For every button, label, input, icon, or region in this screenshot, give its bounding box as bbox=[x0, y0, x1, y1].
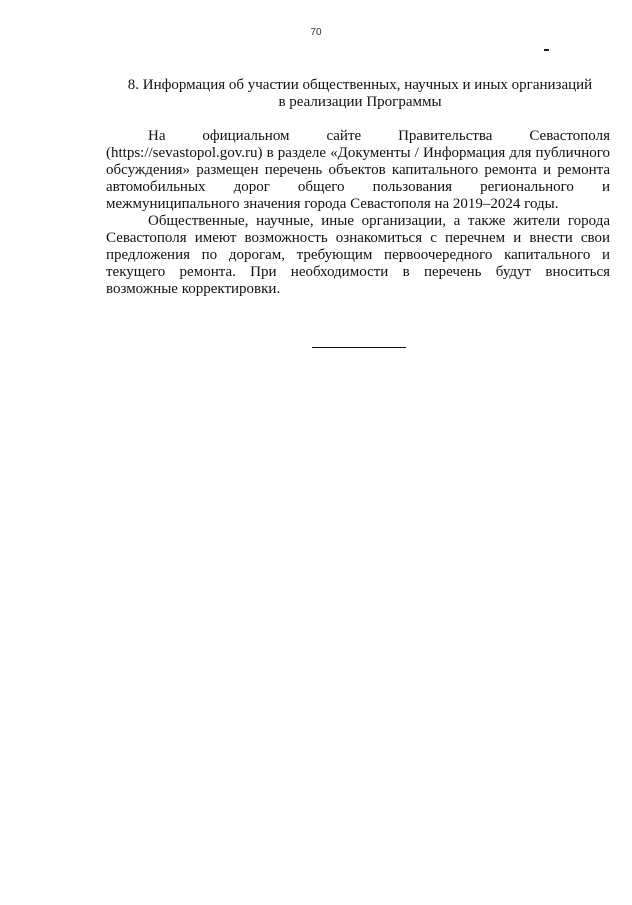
section-title-line-2: в реализации Программы bbox=[278, 94, 442, 110]
section-title bbox=[110, 77, 610, 111]
section-body bbox=[106, 128, 610, 298]
paragraph-1: На официальном сайте Правительства Севастополя (https://sevastopol.gov.ru) в разделе «Документы / Информация для публичного обсуждения» размещен перечень объектов капитального ремонта и ремонта автомобильных дорог общего пользования регионального и межмуниципального значения города Севастополя на 2019–2024 годы. bbox=[106, 128, 610, 212]
paragraph-2: Общественные, научные, иные организации, а также жители города Севастополя имеют возможность ознакомиться с перечнем и внести свои предложения по дорогам, требующим первоочередного капитального и текущего ремонта. При необходимости в перечень будут вноситься возможные корректировки. bbox=[106, 213, 610, 297]
end-divider bbox=[312, 347, 406, 348]
section-title-line-1: 8. Информация об участии общественных, научных и иных организаций bbox=[127, 77, 593, 93]
corner-mark bbox=[544, 49, 549, 51]
page-number: 70 bbox=[310, 27, 322, 38]
